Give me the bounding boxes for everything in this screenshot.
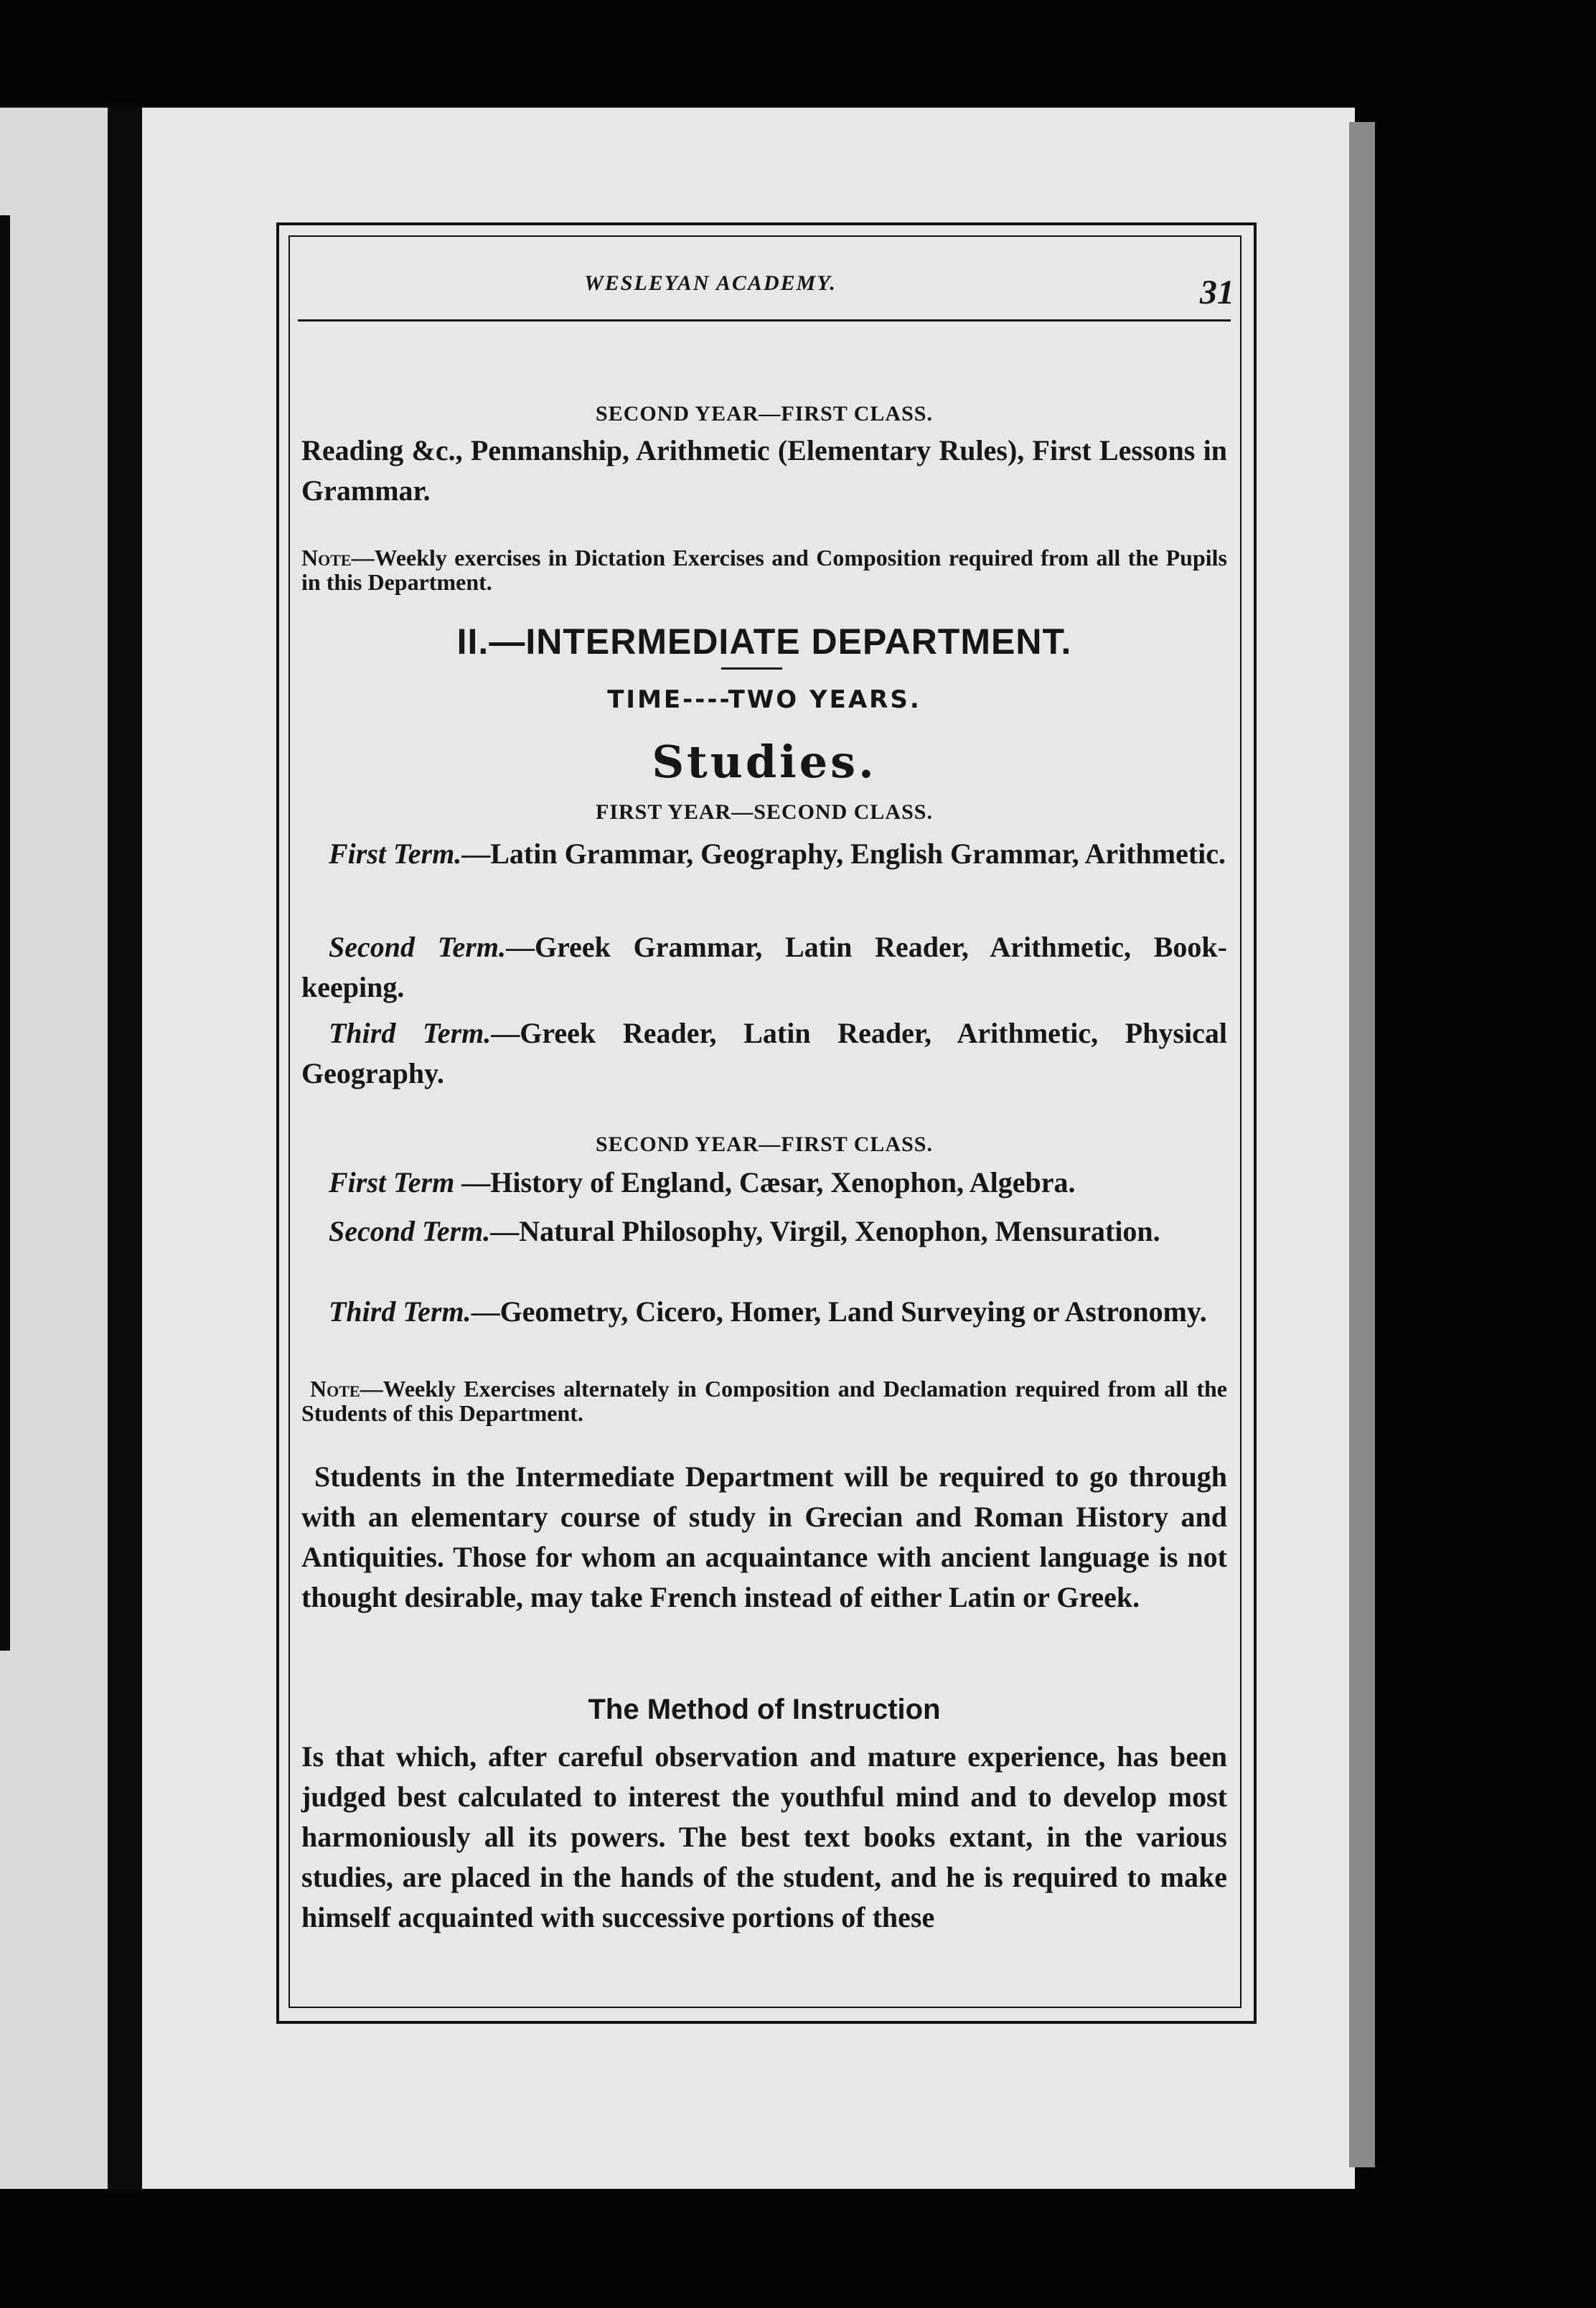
- note-text: —Weekly exercises in Dictation Exercises and Composition required from all the Pupils in this Department.: [301, 545, 1227, 595]
- note-label: Note: [310, 1376, 360, 1402]
- note-text: —Weekly Exercises alternately in Composition and Declamation required from all the Students of this Department.: [301, 1376, 1227, 1426]
- term-text: —Greek Reader, Latin Reader, Arithmetic, Physical Geography.: [301, 1017, 1227, 1089]
- time-line: TIME----TWO YEARS.: [607, 685, 921, 714]
- studies-heading: Studies.: [652, 736, 877, 788]
- note-primary: [301, 545, 1227, 594]
- method-paragraph: Is that which, after careful observation and mature experience, has been judged best calculated to interest the youthful mind and to develop most harmoniously all its powers. The best text books extant, in the various studies, are placed in the hands of the student, and he is required to make himself acquainted with successive portions of these: [301, 1740, 1227, 1933]
- term-text: —Natural Philosophy, Virgil, Xenophon, Mensuration.: [490, 1215, 1160, 1247]
- term-text: —Geometry, Cicero, Homer, Land Surveying or Astronomy.: [471, 1295, 1207, 1328]
- term-text: —History of England, Cæsar, Xenophon, Algebra.: [454, 1166, 1076, 1198]
- note-intermediate: [301, 1376, 1227, 1425]
- students-paragraph: Students in the Intermediate Department will be required to go through with an elementary course of study in Grecian and Roman History and Antiquities. Those for whom an acquaintance with ancient language is not thought desirable, may take French instead of either Latin or Greek.: [301, 1460, 1227, 1613]
- term-label: First Term: [329, 1166, 455, 1198]
- term-label: Third Term.: [329, 1017, 492, 1049]
- term-entry: [301, 834, 1227, 874]
- term-label: First Term.: [329, 838, 462, 870]
- term-entry: [301, 1211, 1227, 1252]
- running-head: WESLEYAN ACADEMY.: [584, 271, 837, 295]
- note-label: Note: [301, 545, 352, 571]
- term-label: Second Term.: [329, 931, 506, 963]
- section-heading-first-year: FIRST YEAR—SECOND CLASS.: [596, 800, 933, 824]
- term-entry: [301, 1013, 1227, 1094]
- term-text: —Greek Grammar, Latin Reader, Arithmetic, Book-keeping.: [301, 931, 1227, 1003]
- section-heading-second-year-first-class: SECOND YEAR—FIRST CLASS.: [596, 1132, 933, 1156]
- term-entry: [301, 927, 1227, 1008]
- term-text: —Latin Grammar, Geography, English Grammar, Arithmetic.: [461, 838, 1226, 870]
- second-year-studies: Reading &c., Penmanship, Arithmetic (Elementary Rules), First Lessons in Grammar.: [301, 434, 1227, 507]
- term-entry: [301, 1163, 1227, 1203]
- term-label: Second Term.: [329, 1215, 491, 1247]
- method-title: The Method of Instruction: [588, 1694, 941, 1725]
- section-heading-second-year: SECOND YEAR—FIRST CLASS.: [596, 402, 933, 426]
- department-title: II.—INTERMEDIATE DEPARTMENT.: [456, 621, 1072, 662]
- term-entry: [301, 1292, 1227, 1332]
- header-rule: [298, 319, 1231, 322]
- title-rule: [721, 667, 782, 670]
- page-number: 31: [1200, 273, 1234, 311]
- term-label: Third Term.: [329, 1295, 471, 1328]
